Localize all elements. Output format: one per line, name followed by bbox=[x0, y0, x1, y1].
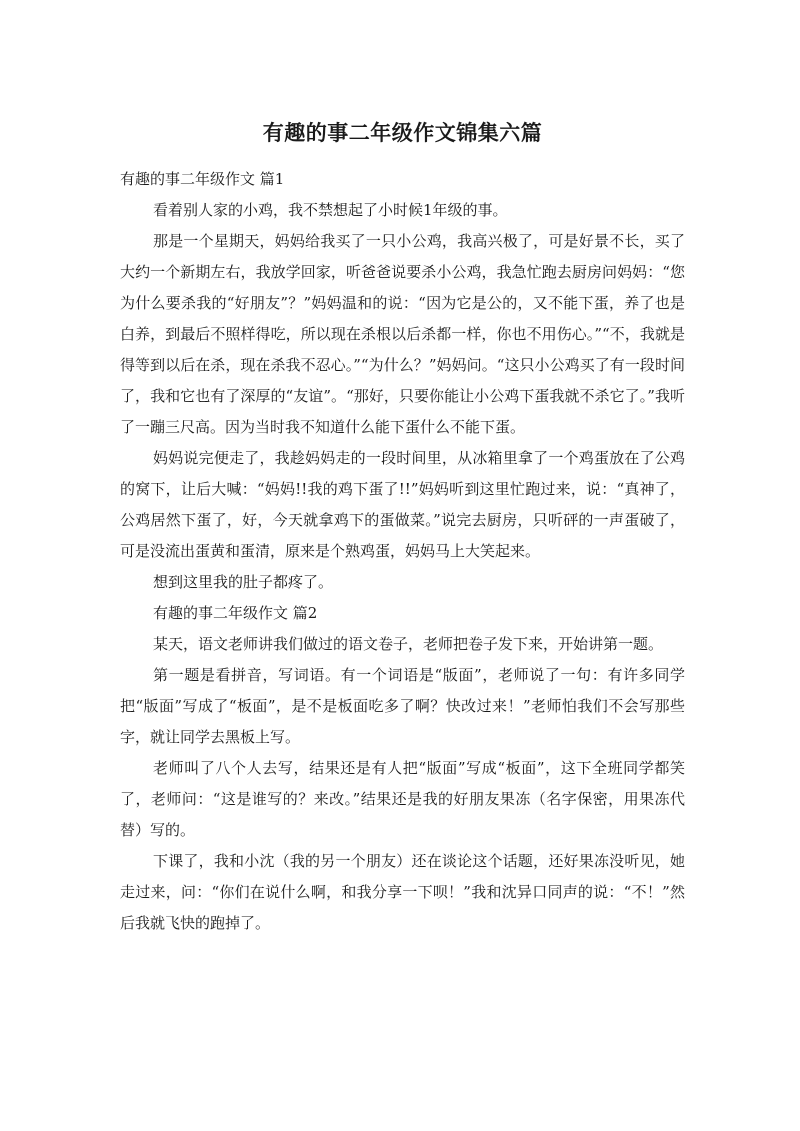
paragraph: 下课了，我和小沈（我的另一个朋友）还在谈论这个话题，还好果冻没听见，她走过来，问：“你们在说什么啊，和我分享一下呗！”我和沈异口同声的说：“不！”然后我就飞快的跑掉了。 bbox=[120, 852, 685, 932]
paragraph: 某天，语文老师讲我们做过的语文卷子，老师把卷子发下来，开始讲第一题。 bbox=[153, 635, 664, 653]
section-heading-1: 有趣的事二年级作文 篇1 bbox=[120, 170, 285, 188]
paragraph: 看着别人家的小鸡，我不禁想起了小时候1年级的事。 bbox=[153, 201, 508, 219]
paragraph: 想到这里我的肚子都疼了。 bbox=[153, 573, 334, 591]
paragraph: 第一题是看拼音，写词语。有一个词语是“版面”，老师说了一句：有许多同学把“版面”写成了“板面”，是不是板面吃多了啊？快改过来！”老师怕我们不会写那些字，就让同学去黑板上写。 bbox=[120, 666, 685, 746]
document-page bbox=[120, 118, 685, 939]
section-heading-2: 有趣的事二年级作文 篇2 bbox=[153, 604, 318, 622]
paragraph: 老师叫了八个人去写，结果还是有人把“版面”写成“板面”，这下全班同学都笑了，老师问：“这是谁写的？来改。”结果还是我的好朋友果冻（名字保密，用果冻代替）写的。 bbox=[120, 759, 685, 839]
document-title: 有趣的事二年级作文锦集六篇 bbox=[262, 121, 543, 145]
paragraph: 妈妈说完便走了，我趁妈妈走的一段时间里，从冰箱里拿了一个鸡蛋放在了公鸡的窝下，让后大喊：“妈妈!!我的鸡下蛋了!!”妈妈听到这里忙跑过来，说：“真神了，公鸡居然下蛋了，好，今天就拿鸡下的蛋做菜。”说完去厨房，只听砰的一声蛋破了，可是没流出蛋黄和蛋清，原来是个熟鸡蛋，妈妈马上大笑起来。 bbox=[120, 449, 685, 560]
paragraph: 那是一个星期天，妈妈给我买了一只小公鸡，我高兴极了，可是好景不长，买了大约一个新期左右，我放学回家，听爸爸说要杀小公鸡，我急忙跑去厨房问妈妈：“您为什么要杀我的“好朋友”？”妈妈温和的说：“因为它是公的，又不能下蛋，养了也是白养，到最后不照样得吃，所以现在杀根以后杀都一样，你也不用伤心。”“不，我就是得等到以后在杀，现在杀我不忍心。”“为什么？”妈妈问。“这只小公鸡买了有一段时间了，我和它也有了深厚的“友谊”。“那好，只要你能让小公鸡下蛋我就不杀它了。”我听了一蹦三尺高。因为当时我不知道什么能下蛋什么不能下蛋。 bbox=[120, 232, 685, 436]
